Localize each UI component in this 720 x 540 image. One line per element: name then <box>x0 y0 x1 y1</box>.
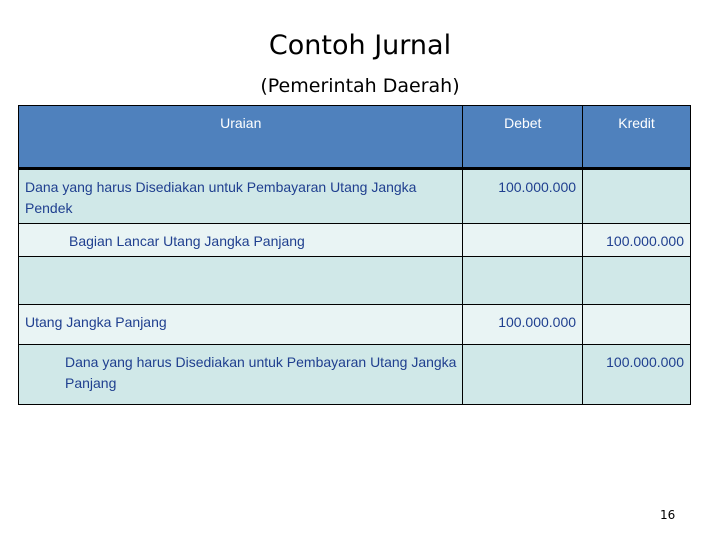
cell-uraian: Dana yang harus Disediakan untuk Pembayaran Utang Jangka Panjang <box>19 345 463 405</box>
cell-debet: 100.000.000 <box>463 169 583 224</box>
table-row <box>19 224 691 257</box>
cell-kredit: 100.000.000 <box>583 224 691 257</box>
cell-debet <box>463 345 583 405</box>
header-debet: Debet <box>463 106 583 169</box>
journal-table <box>18 105 691 405</box>
table-row <box>19 169 691 224</box>
cell-kredit <box>583 257 691 305</box>
cell-uraian <box>19 257 463 305</box>
cell-kredit <box>583 305 691 345</box>
table-row <box>19 257 691 305</box>
cell-kredit <box>583 169 691 224</box>
page-number: 16 <box>660 508 676 522</box>
header-kredit: Kredit <box>583 106 691 169</box>
cell-uraian: Dana yang harus Disediakan untuk Pembayaran Utang Jangka Pendek <box>19 169 463 224</box>
cell-debet <box>463 224 583 257</box>
header-uraian: Uraian <box>19 106 463 169</box>
table-row <box>19 345 691 405</box>
slide-title: Contoh Jurnal <box>268 30 452 61</box>
cell-debet: 100.000.000 <box>463 305 583 345</box>
slide-subtitle: (Pemerintah Daerah) <box>260 75 460 97</box>
table-header-row <box>19 106 691 169</box>
cell-debet <box>463 257 583 305</box>
cell-uraian: Utang Jangka Panjang <box>19 305 463 345</box>
cell-kredit: 100.000.000 <box>583 345 691 405</box>
cell-uraian: Bagian Lancar Utang Jangka Panjang <box>19 224 463 257</box>
table-row <box>19 305 691 345</box>
